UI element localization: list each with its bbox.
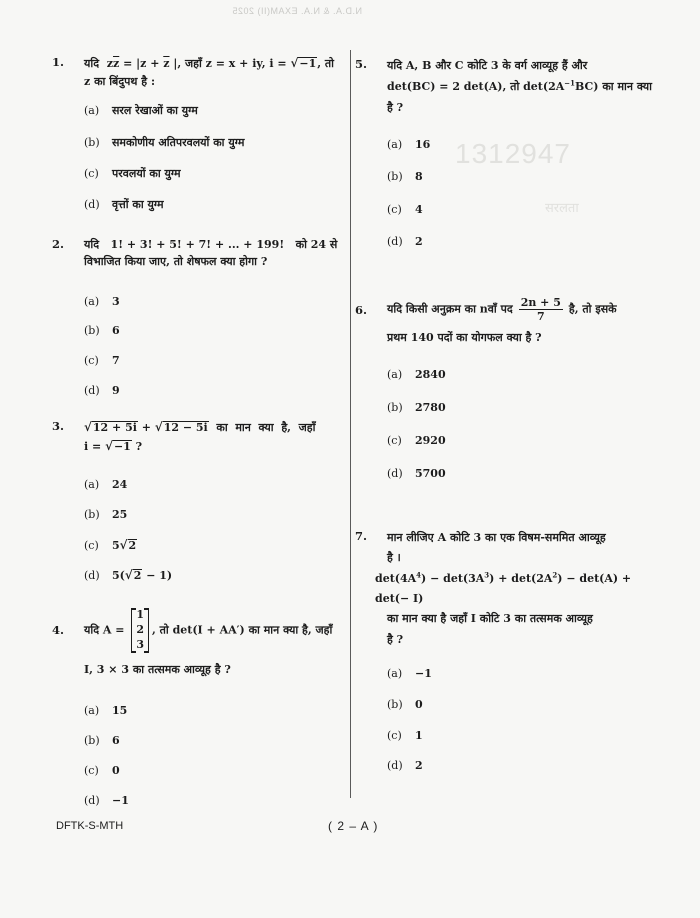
option-d[interactable]: (d) 2 [387, 235, 423, 248]
question-text: मान लीजिए A कोटि 3 का एक विषम-सममित आव्यूह है । [387, 531, 606, 565]
determinant-expression: $\det(4A^4) - \det(3A^3) + \det(2A^2) - \det(A) + \det(- I)$ [375, 570, 632, 606]
question-text: √12 + 5i + √12 − 5i का मान क्या है, जहाँ i = √−1 ? [84, 420, 316, 453]
option-b[interactable]: (b) 25 [84, 508, 128, 521]
option-c[interactable]: (c) परवलयों का युग्म [84, 167, 181, 180]
question-number: 6. [355, 303, 368, 317]
column-matrix: 1 2 3 [131, 608, 149, 653]
option-d[interactable]: (d) −1 [84, 794, 129, 807]
option-d[interactable]: (d) 5700 [387, 467, 446, 480]
option-a[interactable]: (a) 15 [84, 704, 128, 717]
question-number: 3. [52, 419, 65, 433]
option-d[interactable]: (d) वृत्तों का युग्म [84, 198, 164, 211]
question-text: यदि $z\overline{z} = |z + \overline{z}$ |, जहाँ z = x + iy, i = √−1, तो z का बिंदुपथ है : [84, 56, 335, 88]
option-c[interactable]: (c) 5√2 [84, 538, 137, 552]
option-c[interactable]: (c) 1 [387, 729, 423, 742]
bleed-through-mark-small: सरलता [545, 200, 579, 215]
option-c[interactable]: (c) 2920 [387, 434, 446, 447]
option-c[interactable]: (c) 0 [84, 764, 120, 777]
option-b[interactable]: (b) 0 [387, 698, 423, 711]
question-text: यदि A, B और C कोटि 3 के वर्ग आव्यूह हैं और det(BC) = 2 det(A), तो $\det(2A^{-1}BC)$ का मान क्या है ? [387, 59, 652, 114]
option-a[interactable]: (a) 2840 [387, 368, 446, 381]
question-4 [52, 608, 348, 807]
option-a[interactable]: (a) −1 [387, 667, 432, 680]
question-text: यदि A = 1 2 3 , तो det(I + AA′) का मान क्या है, जहाँ I, 3 × 3 का तत्समक आव्यूह है ? [84, 608, 333, 676]
option-b[interactable]: (b) 2780 [387, 401, 446, 414]
question-number: 5. [355, 57, 368, 71]
option-a[interactable]: (a) 24 [84, 478, 128, 491]
option-c[interactable]: (c) 4 [387, 203, 423, 216]
question-7 [355, 528, 655, 772]
option-d[interactable]: (d) 9 [84, 384, 120, 397]
fraction: $\frac{2n + 5}{7}$ [520, 296, 561, 324]
bleed-through-mark: 1312947 [455, 138, 572, 169]
option-c[interactable]: (c) 7 [84, 354, 120, 367]
question-number: 1. [52, 55, 65, 69]
page-number: ( 2 – A ) [328, 819, 379, 833]
option-a[interactable]: (a) 3 [84, 295, 120, 308]
question-6 [355, 296, 655, 480]
option-d[interactable]: (d) 5(√2 − 1) [84, 568, 173, 582]
option-a[interactable]: (a) सरल रेखाओं का युग्म [84, 104, 198, 117]
question-text: यदि 1! + 3! + 5! + 7! + ... + 199! को 24 से विभाजित किया जाए, तो शेषफल क्या होगा ? [84, 238, 338, 269]
option-b[interactable]: (b) 6 [84, 734, 120, 747]
option-a[interactable]: (a) 16 [387, 138, 431, 151]
option-d[interactable]: (d) 2 [387, 759, 423, 772]
column-divider [350, 50, 351, 798]
question-number: 7. [355, 529, 368, 543]
question-number: 4. [52, 623, 65, 637]
bleed-through-header: N.D.A. & N.A. EXAM(II) 2025 [232, 6, 363, 16]
option-b[interactable]: (b) समकोणीय अतिपरवलयों का युग्म [84, 136, 245, 149]
option-b[interactable]: (b) 8 [387, 170, 423, 183]
question-2 [52, 236, 348, 397]
question-text-cont: का मान क्या है जहाँ I कोटि 3 का तत्समक आव्यूह है ? [387, 612, 593, 646]
question-1 [52, 54, 348, 211]
paper-code: DFTK-S-MTH [56, 820, 124, 832]
option-b[interactable]: (b) 6 [84, 324, 120, 337]
question-text: यदि किसी अनुक्रम का nवाँ पद $\frac{2n + 5}{7}$ है, तो इसके प्रथम 140 पदों का योगफल क्या है ? [387, 296, 617, 345]
question-3 [52, 418, 348, 582]
question-number: 2. [52, 237, 65, 251]
